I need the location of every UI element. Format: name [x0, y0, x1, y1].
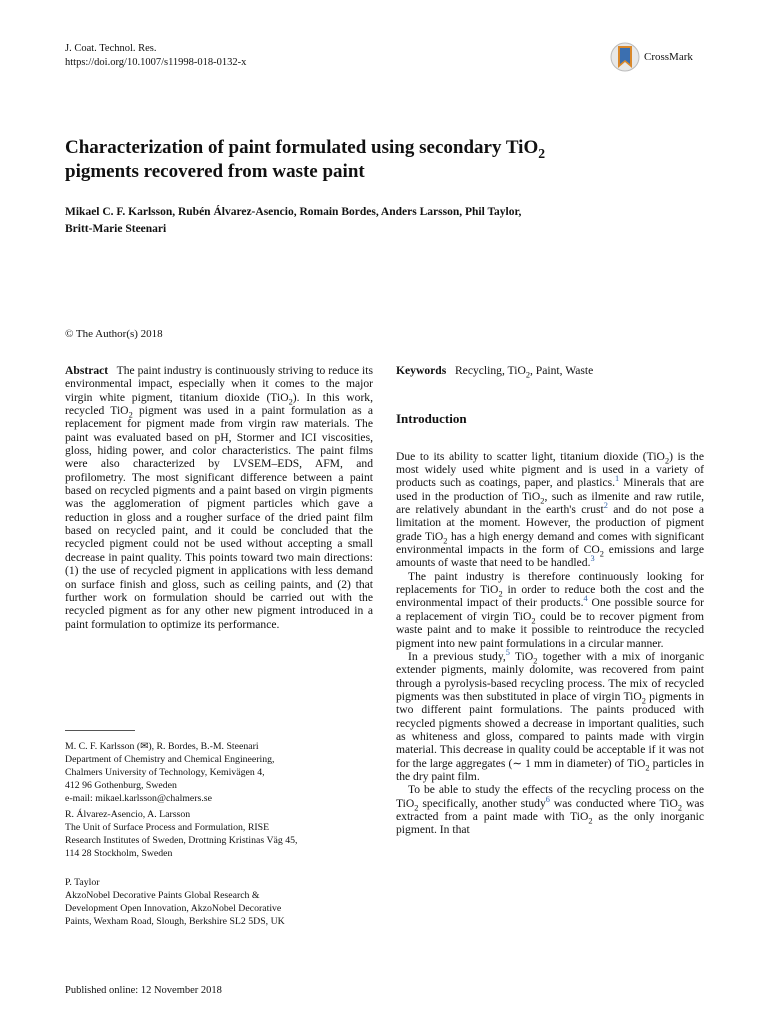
doi-link[interactable]: https://doi.org/10.1007/s11998-018-0132-x — [65, 57, 247, 68]
intro-paragraph-2: The paint industry is therefore continuously looking for replacements for TiO$_2$ in order to reduce both the cost and the environmental impact of their products.$^4$ One possible source for a replacement of virgin TiO$_2$ could be to recover pigment from waste paint and to make it possible to reintroduce the recycled pigment into new paint formulations in a circular manner. — [396, 569, 704, 650]
abstract-label: Abstract — [65, 364, 109, 377]
introduction-heading: Introduction — [396, 411, 467, 427]
intro-paragraph-1: Due to its ability to scatter light, titanium dioxide (TiO$_2$) is the most widely used white pigment and is used in a variety of products such as coatings, paper, and plastics.$^1$ Minerals that are used in the production of TiO$_2$, such as ilmenite and raw rutile, are relatively abundant in the earth's crust$^2$ and do not pose a limitation at the moment. However, the production of pigment grade TiO$_2$ has a high energy demand and comes with significant environmental impacts in the form of $CO_2$ emissions and large amounts of waste that need to be handled.$^3$ — [396, 449, 705, 570]
article-title: Characterization of paint formulated using secondary TiO$_2$ pigments recovered from waste paint — [65, 137, 546, 182]
citation-link[interactable]: 3 — [590, 554, 595, 564]
citation-link[interactable]: 6 — [545, 794, 550, 804]
journal-info — [65, 42, 246, 70]
affiliation-rise: R. Álvarez-Asencio, A. Larsson The Unit of Surface Process and Formulation, RISE Research Institutes of Sweden, Drottning Kristinas Väg 45, 114 28 Stockholm, Sweden — [65, 809, 298, 859]
citation-link[interactable]: 5 — [505, 647, 510, 657]
intro-paragraph-4: To be able to study the effects of the recycling process on the TiO$_2$ specifically, another study$^6$ was conducted where TiO$_2$ was extracted from a paint made with TiO$_2$ as the only inorganic pigment. In that — [396, 783, 704, 837]
keywords: Keywords Recycling, TiO$_2$, Paint, Waste — [396, 364, 594, 380]
citation-link[interactable]: 1 — [615, 474, 620, 484]
crossmark-label: CrossMark — [644, 51, 693, 63]
intro-paragraph-3: In a previous study,$^5$ TiO$_2$ together with a mix of inorganic extender pigments, mainly dolomite, was recovered from paint through a pyrolysis-based recycling process. The mix of recycled pigments was then substituted in place of virgin TiO$_2$ pigments in two different paint formulations. The paints produced with recycled pigments showed a decrease in important qualities, such as whiteness and gloss, compared to paints made with virgin material. This decrease in quality could be acceptable if it was not for the large aggregates (∼ 1 mm in diameter) of TiO$_2$ particles in the dry paint film. — [396, 647, 704, 783]
abstract-section — [65, 364, 373, 631]
affiliation-akzonobel: P. Taylor AkzoNobel Decorative Paints Global Research & Development Open Innovation, AkzoNobel Decorative Paints, Wexham Road, Slough, Berkshire SL2 5DS, UK — [65, 877, 285, 927]
copyright-notice: © The Author(s) 2018 — [65, 328, 163, 340]
abstract-text: Abstract The paint industry is continuously striving to reduce its environmental impact, especially when it comes to the major virgin white pigment, titanium dioxide (TiO$_2$). In this work, recycled TiO$_2$ pigment was used in a paint formulation as a replacement for pigment made from virgin raw materials. The paint was evaluated based on pH, Stormer and ICI viscosities, gloss, hiding power, and color characteristics. The paint films were also characterized by LVSEM–EDS, AFM, and profilometry. The most significant difference between a paint based on recycled pigments and a paint based on virgin pigments was the agglomeration of pigment particles which gave a reduction in gloss and a rougher surface of the dried paint film based on recycled paint, and it could be concluded that the recycled pigment could not be used without accepting a small decrease in paint quality. This points toward two main directions: (1) the use of recycled pigment in applications with less demand on surface finish and gloss, such as ceiling paints, and (2) that further work on formulation should be carried out with the recycled pigment as for any other new pigment introduced in a paint formulation to optimize its performance. — [65, 364, 374, 631]
affiliation-chalmers: M. C. F. Karlsson (✉), R. Bordes, B.-M. Steenari Department of Chemistry and Chemical Engineering, Chalmers University of Technology, Kemivägen 4, 412 96 Gothenburg, Sweden e-mail: mikael.karlsson@chalmers.se — [65, 740, 365, 805]
author-list: Mikael C. F. Karlsson, Rubén Álvarez-Asencio, Romain Bordes, Anders Larsson, Phil Taylor, Britt-Marie Steenari — [65, 206, 522, 235]
crossmark-icon — [610, 40, 640, 74]
citation-link[interactable]: 2 — [603, 501, 608, 511]
keywords-label: Keywords — [396, 364, 447, 377]
published-date: Published online: 12 November 2018 — [65, 985, 222, 996]
author-email[interactable]: e-mail: mikael.karlsson@chalmers.se — [65, 793, 212, 804]
affiliation-divider — [65, 730, 135, 731]
crossmark-badge[interactable] — [610, 40, 693, 74]
journal-name: J. Coat. Technol. Res. — [65, 43, 157, 54]
citation-link[interactable]: 4 — [583, 594, 588, 604]
right-column — [396, 364, 704, 837]
